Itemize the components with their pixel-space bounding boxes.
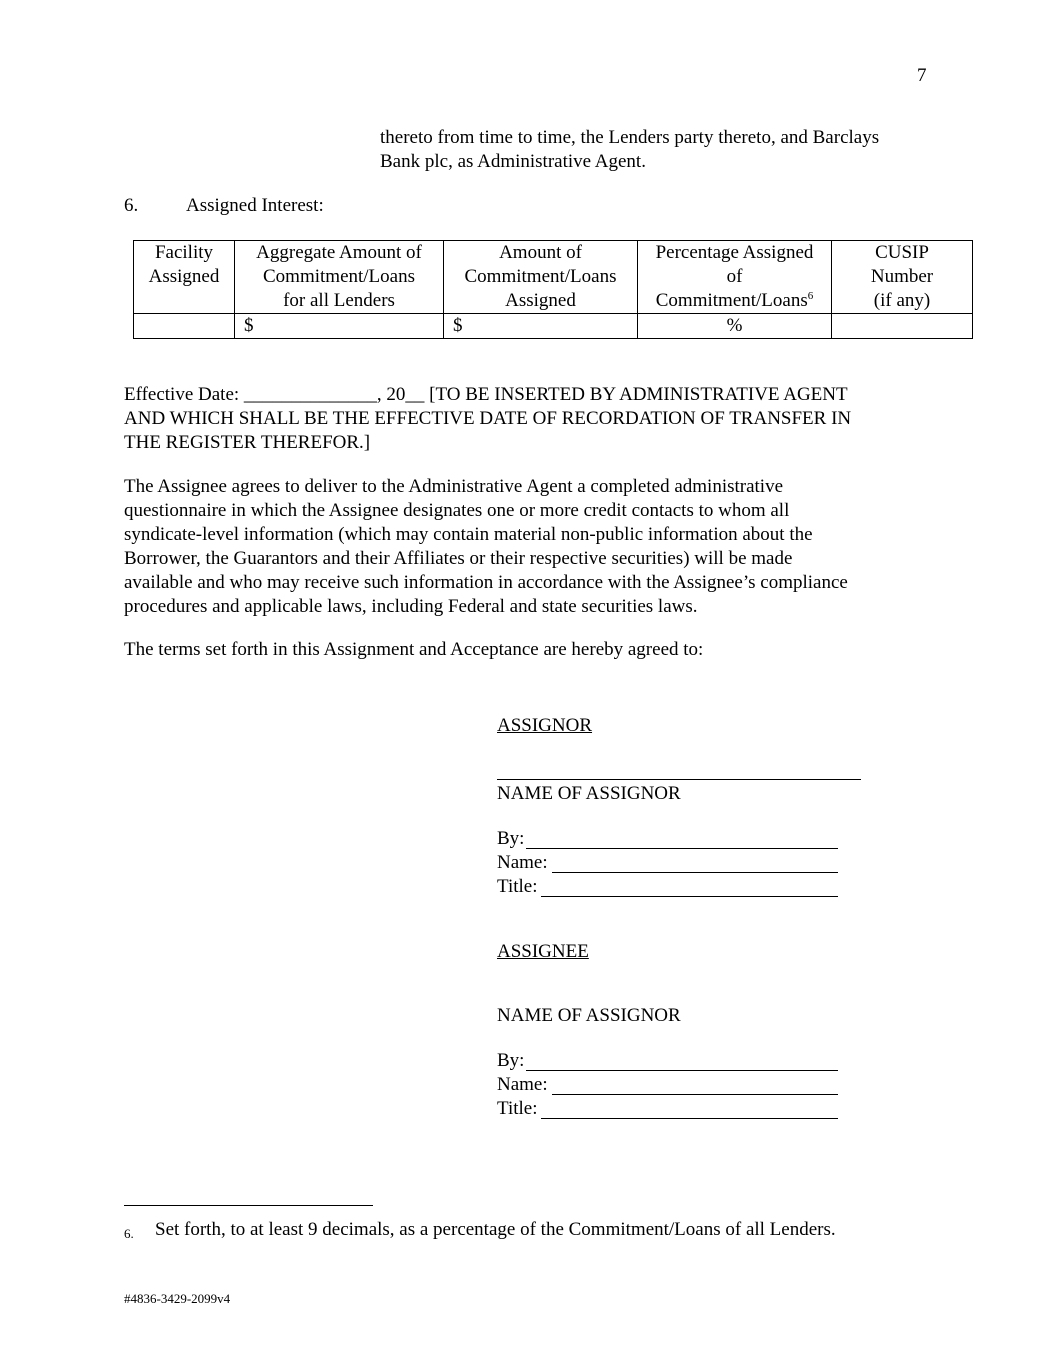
document-id: #4836-3429-2099v4 bbox=[124, 1291, 231, 1306]
assignee-by-field[interactable] bbox=[526, 1070, 838, 1071]
paragraph-line: questionnaire in which the Assignee designates one or more credit contacts to whom all bbox=[124, 500, 790, 521]
cell-facility bbox=[134, 314, 235, 339]
assigned-interest-table bbox=[133, 240, 973, 339]
page-number: 7 bbox=[917, 65, 927, 86]
assignee-name-field[interactable] bbox=[552, 1094, 838, 1095]
header-line: of bbox=[726, 266, 743, 287]
agreement-paragraph bbox=[124, 638, 934, 662]
assignor-signature-line[interactable] bbox=[497, 779, 861, 780]
header-line: Assigned bbox=[148, 266, 220, 287]
cell-cusip bbox=[832, 314, 973, 339]
assignor-title-label: Title: bbox=[497, 876, 538, 897]
header-percentage-assigned bbox=[638, 241, 832, 314]
paragraph-line: Effective Date: ______________, 20__ [TO BE INSERTED BY ADMINISTRATIVE AGENT bbox=[124, 384, 848, 405]
cell-percentage: % bbox=[638, 314, 832, 339]
footnote-divider bbox=[124, 1205, 373, 1206]
footnote-text: Set forth, to at least 9 decimals, as a percentage of the Commitment/Loans of all Lenders. bbox=[155, 1219, 836, 1240]
header-line: Assigned bbox=[505, 290, 576, 311]
header-line: CUSIP bbox=[875, 242, 929, 263]
paragraph-line: syndicate-level information (which may contain material non-public information about the bbox=[124, 524, 813, 545]
assignor-name-label: NAME OF ASSIGNOR bbox=[497, 783, 681, 804]
assignee-heading: ASSIGNEE bbox=[497, 941, 589, 962]
assignee-title-label: Title: bbox=[497, 1098, 538, 1119]
header-line: Commitment/Loans bbox=[263, 266, 415, 287]
section-label: Assigned Interest: bbox=[186, 195, 324, 216]
paragraph-line: procedures and applicable laws, including Federal and state securities laws. bbox=[124, 596, 698, 617]
header-text: Commitment/Loans bbox=[655, 290, 808, 311]
paragraph-line: available and who may receive such information in accordance with the Assignee’s compliance bbox=[124, 572, 848, 593]
header-line: Number bbox=[870, 266, 934, 287]
continuation-line: thereto from time to time, the Lenders party thereto, and Barclays bbox=[380, 127, 880, 148]
paragraph-line: Borrower, the Guarantors and their Affiliates or their respective securities) will be made bbox=[124, 548, 793, 569]
header-amount-assigned bbox=[444, 241, 638, 314]
assignee-name-field-label: Name: bbox=[497, 1074, 548, 1095]
header-line: (if any) bbox=[873, 290, 931, 311]
header-line: Commitment/Loans bbox=[464, 266, 617, 287]
table-row bbox=[134, 314, 973, 339]
cell-aggregate-amount: $ bbox=[235, 314, 444, 339]
footnote-ref: 6 bbox=[807, 290, 814, 302]
header-aggregate-amount bbox=[235, 241, 444, 314]
continuation-line: Bank plc, as Administrative Agent. bbox=[380, 151, 646, 172]
assignor-by-field[interactable] bbox=[526, 848, 838, 849]
paragraph-line: The terms set forth in this Assignment and Acceptance are hereby agreed to: bbox=[124, 639, 704, 660]
footnote-number: 6. bbox=[124, 1226, 134, 1241]
header-line bbox=[638, 289, 831, 313]
continuation-text bbox=[380, 126, 940, 174]
paragraph-line: THE REGISTER THEREFOR.] bbox=[124, 432, 371, 453]
header-line: Facility bbox=[154, 242, 214, 263]
cell-amount-assigned: $ bbox=[444, 314, 638, 339]
assignee-by-label: By: bbox=[497, 1050, 525, 1071]
assignor-name-field-label: Name: bbox=[497, 852, 548, 873]
assignee-title-field[interactable] bbox=[541, 1118, 838, 1119]
paragraph-line: AND WHICH SHALL BE THE EFFECTIVE DATE OF RECORDATION OF TRANSFER IN bbox=[124, 408, 852, 429]
section-number: 6. bbox=[124, 195, 139, 216]
assignor-title-field[interactable] bbox=[541, 896, 838, 897]
assignor-name-field[interactable] bbox=[552, 872, 838, 873]
header-line: for all Lenders bbox=[283, 290, 395, 311]
questionnaire-paragraph bbox=[124, 475, 934, 619]
assignor-heading: ASSIGNOR bbox=[497, 715, 593, 736]
header-line: Percentage Assigned bbox=[655, 242, 814, 263]
paragraph-line: The Assignee agrees to deliver to the Administrative Agent a completed administrative bbox=[124, 476, 784, 497]
assignee-name-label: NAME OF ASSIGNOR bbox=[497, 1005, 681, 1026]
assignor-by-label: By: bbox=[497, 828, 525, 849]
header-facility-assigned bbox=[134, 241, 235, 314]
table-header-row bbox=[134, 241, 973, 314]
header-line: Amount of bbox=[499, 242, 582, 263]
effective-date-paragraph bbox=[124, 383, 934, 455]
header-line: Aggregate Amount of bbox=[256, 242, 422, 263]
header-cusip-number bbox=[832, 241, 973, 314]
